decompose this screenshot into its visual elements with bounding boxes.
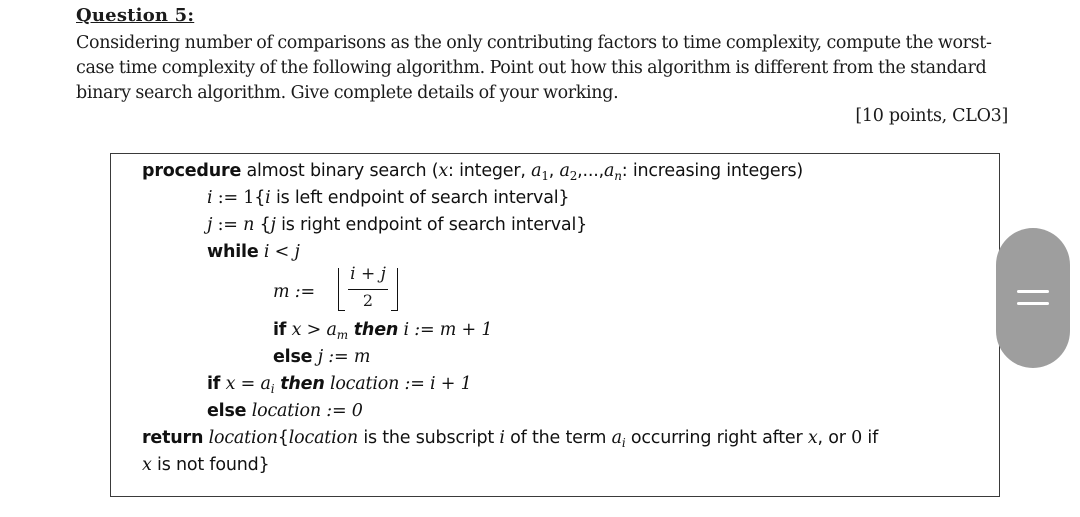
algo-line-else2 (207, 401, 363, 421)
separator-dots: ,..., (577, 161, 604, 181)
comment-i: is left endpoint of search interval} (270, 188, 570, 208)
separator: , (548, 161, 560, 181)
assign-op: := (217, 215, 244, 235)
algo-line-not-found (142, 455, 270, 475)
procedure-name: almost binary search ( (241, 161, 439, 181)
if1-then-expr: i := m + 1 (398, 320, 493, 340)
value-one: 1 (243, 188, 255, 208)
if1-condition: x > a (286, 320, 337, 340)
keyword-procedure: procedure (142, 161, 242, 181)
grip-line-icon (1017, 290, 1049, 293)
points-label: [10 points, CLO3] (855, 106, 1008, 126)
keyword-then: then (274, 374, 325, 394)
m-assign: m := (273, 282, 315, 302)
if2-then-expr: location := i + 1 (324, 374, 472, 394)
fraction-numerator: i + j (350, 264, 386, 284)
return-text-1: is the subscript (357, 428, 500, 448)
comment-var-j: j (270, 215, 276, 235)
question-body: Considering number of comparisons as the only contributing factors to time complexity, compute the worst-case time complexity of the following algorithm. Point out how this algorithm is different from the standard binary search algorithm. Give complete details of your working. (76, 33, 992, 103)
value-n: n (243, 215, 260, 235)
algo-line-return (142, 428, 878, 450)
return-a: a (611, 428, 622, 448)
param-a1: a (531, 161, 542, 181)
return-brace: { (277, 428, 289, 448)
keyword-if: if (273, 320, 287, 340)
algo-line-i-assign (207, 188, 569, 208)
fraction-denominator: 2 (362, 291, 374, 310)
keyword-while: while (207, 242, 259, 262)
subscript-n: n (614, 169, 622, 183)
var-i: i (207, 188, 218, 208)
subscript-2: 2 (569, 169, 578, 183)
keyword-else: else (273, 347, 313, 367)
keyword-then: then (347, 320, 399, 340)
subscript-i: i (621, 436, 626, 450)
subscript-i: i (270, 382, 275, 396)
return-text-4: , or (817, 428, 852, 448)
floor-left-bracket (338, 268, 345, 311)
param-x-type: : integer, (448, 161, 532, 181)
algo-line-else1 (273, 347, 370, 367)
subscript-m: m (336, 328, 348, 342)
keyword-if: if (207, 374, 221, 394)
algo-line-m-assign (273, 282, 315, 302)
return-text-3: occurring right after (625, 428, 808, 448)
var-j: j (207, 215, 218, 235)
return-location-comment: location (288, 428, 358, 448)
return-i: i (499, 428, 505, 448)
last-text: is not found} (151, 455, 270, 475)
comment-var-i: i (265, 188, 271, 208)
algo-line-procedure (142, 161, 803, 183)
keyword-return: return (142, 428, 204, 448)
fraction-bar (348, 289, 388, 290)
subscript-1: 1 (541, 169, 549, 183)
keyword-else: else (207, 401, 247, 421)
param-x: x (438, 161, 449, 181)
algo-line-while (207, 242, 300, 262)
if2-condition: x = a (220, 374, 271, 394)
question-title: Question 5: (76, 5, 195, 26)
while-condition: i < j (258, 242, 300, 262)
param-an: a (604, 161, 615, 181)
return-text-2: of the term (504, 428, 612, 448)
return-zero: 0 (851, 428, 863, 448)
floor-fraction (338, 264, 398, 316)
else2-expr: location := 0 (246, 401, 363, 421)
algo-line-j-assign (207, 215, 587, 235)
algo-line-if2 (207, 374, 472, 396)
return-text-5: if (862, 428, 879, 448)
assign-op: := (217, 188, 244, 208)
brace-open: { (254, 188, 266, 208)
comment-j: is right endpoint of search interval} (275, 215, 588, 235)
else1-expr: j := m (312, 347, 371, 367)
return-x: x (807, 428, 818, 448)
return-location: location (203, 428, 278, 448)
drag-handle[interactable] (996, 228, 1070, 368)
grip-line-icon (1017, 302, 1049, 305)
algo-line-if1 (273, 320, 492, 342)
brace-open: { (259, 215, 271, 235)
param-a2: a (559, 161, 570, 181)
param-rest: : increasing integers) (621, 161, 804, 181)
floor-right-bracket (391, 268, 398, 311)
last-x: x (142, 455, 152, 475)
